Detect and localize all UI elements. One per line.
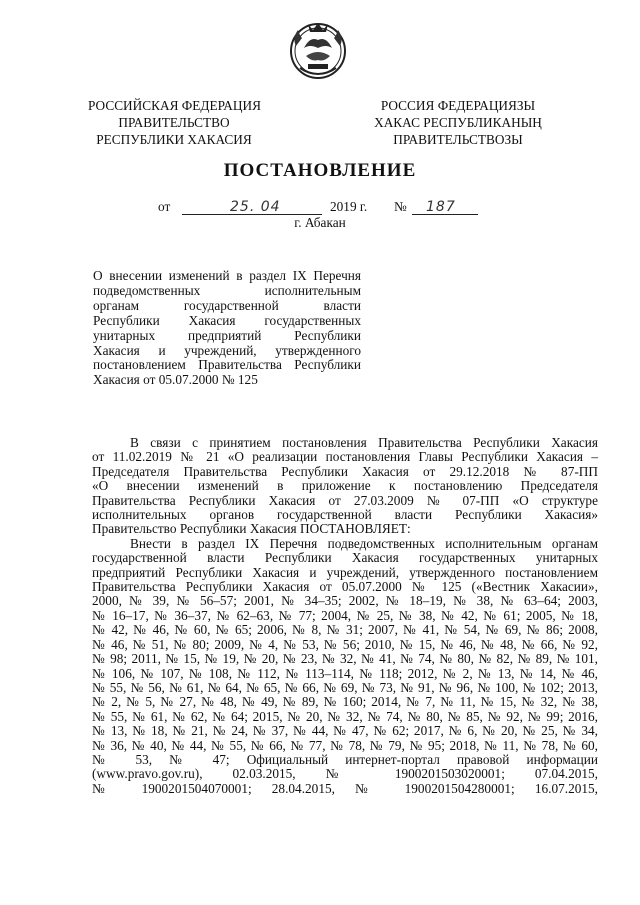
header-left-line: РЕСПУБЛИКИ ХАКАСИЯ [96, 132, 252, 147]
body-line: Правительства Республики Хакасия от 05.07.2000 № 125 («Вестник Хакасии», [92, 579, 598, 595]
subject-line: органам государственной власти [93, 297, 361, 313]
subject-line: Республики Хакасия государственных [93, 312, 361, 328]
body-line: Правительства Республики Хакасия от 27.03.2009 № 07-ПП «О структуре [92, 492, 598, 508]
body-line: 2000, № 39, № 56–57; 2001, № 34–35; 2002, № 18–19, № 38, № 63–64; 2003, [92, 593, 598, 609]
date-prefix: от [158, 199, 171, 214]
subject-line: постановлением Правительства Республики [93, 357, 361, 373]
header-right-line: ПРАВИТЕЛЬСТВОЗЫ [393, 132, 523, 147]
body-line: № 55, № 61, № 62, № 64; 2015, № 20, № 32, № 74, № 80, № 85, № 92, № 99; 2016, [92, 708, 598, 724]
body-line: № 46, № 51, № 80; 2009, № 4, № 53, № 56; 2010, № 15, № 46, № 48, № 66, № 92, [92, 636, 598, 652]
handwritten-date: 25. 04 [230, 199, 281, 215]
body-line: Внести в раздел IX Перечня подведомственных исполнительным органам [130, 535, 598, 551]
body-line: Председателя Правительства Республики Хакасия от 29.12.2018 № 87-ПП [92, 463, 598, 479]
subject-line: унитарных предприятий Республики [93, 327, 361, 343]
date-year: 2019 г. [330, 199, 368, 214]
subject-block [93, 269, 361, 388]
subject-line: О внесении изменений в раздел IX Перечня [93, 268, 361, 283]
header-right-block [372, 97, 544, 148]
body-line: № 98; 2011, № 15, № 19, № 20, № 23, № 32, № 41, № 74, № 80, № 82, № 89, № 101, [92, 651, 598, 667]
body-line: № 42, № 46, № 60, № 65; 2006, № 8, № 31; 2007, № 41, № 54, № 69, № 86; 2008, [92, 622, 598, 638]
body-line: исполнительных органов государственной власти Республики Хакасия» [92, 507, 598, 523]
body-line: № 55, № 56, № 61, № 64, № 65, № 66, № 69, № 73, № 91, № 96, № 100, № 102; 2013, [92, 679, 598, 695]
subject-line: Хакасия от 05.07.2000 № 125 [93, 372, 258, 388]
body-line: «О внесении изменений в приложение к постановлению Председателя [92, 478, 598, 494]
header-left-block [88, 97, 260, 148]
body-line: предприятий Республики Хакасия и учреждений, утвержденного постановлением [92, 564, 598, 580]
header-left-line: ПРАВИТЕЛЬСТВО [118, 115, 230, 130]
city-line: г. Абакан [294, 215, 346, 230]
body-text [92, 436, 598, 796]
body-line: В связи с принятием постановления Правительства Республики Хакасия [130, 435, 598, 450]
body-line: № 16–17, № 36–37, № 62–63, № 77; 2004, № 25, № 38, № 42, № 61; 2005, № 18, [92, 607, 598, 623]
body-line: № 1900201504070001; 28.04.2015, № 1900201504280001; 16.07.2015, [92, 780, 598, 796]
document-title: ПОСТАНОВЛЕНИЕ [223, 160, 417, 181]
body-line: № 106, № 107, № 108, № 112, № 113–114, № 118; 2012, № 2, № 13, № 14, № 46, [92, 665, 598, 681]
header-right-line: ХАКАС РЕСПУБЛИКАНЫҢ [374, 115, 542, 130]
body-line: № 36, № 40, № 44, № 55, № 66, № 77, № 78, № 79, № 95; 2018, № 11, № 78, № 60, [92, 737, 598, 753]
coat-of-arms-emblem [286, 18, 350, 82]
handwritten-number: 187 [426, 199, 456, 215]
header-right-line: РОССИЯ ФЕДЕРАЦИЯЗЫ [380, 98, 536, 113]
body-line: государственной власти Республики Хакасия государственных унитарных [92, 550, 598, 566]
number-sign: № [394, 199, 407, 214]
subject-line: подведомственных исполнительным [93, 282, 361, 298]
subject-line: Хакасия и учреждений, утвержденного [93, 342, 361, 358]
body-line: от 11.02.2019 № 21 «О реализации постановления Главы Республики Хакасия – [92, 449, 598, 465]
body-line: (www.pravo.gov.ru), 02.03.2015, № 1900201503020001; 07.04.2015, [92, 766, 598, 782]
body-line: № 53, № 47; Официальный интернет-портал правовой информации [92, 751, 598, 767]
body-line: Правительство Республики Хакасия ПОСТАНОВЛЯЕТ: [92, 521, 411, 537]
body-line: № 2, № 5, № 27, № 48, № 49, № 89, № 160; 2014, № 7, № 11, № 15, № 32, № 38, [92, 694, 598, 710]
header-left-line: РОССИЙСКАЯ ФЕДЕРАЦИЯ [88, 98, 261, 113]
body-line: № 13, № 18, № 21, № 24, № 37, № 44, № 47, № 62; 2017, № 6, № 20, № 25, № 34, [92, 723, 598, 739]
